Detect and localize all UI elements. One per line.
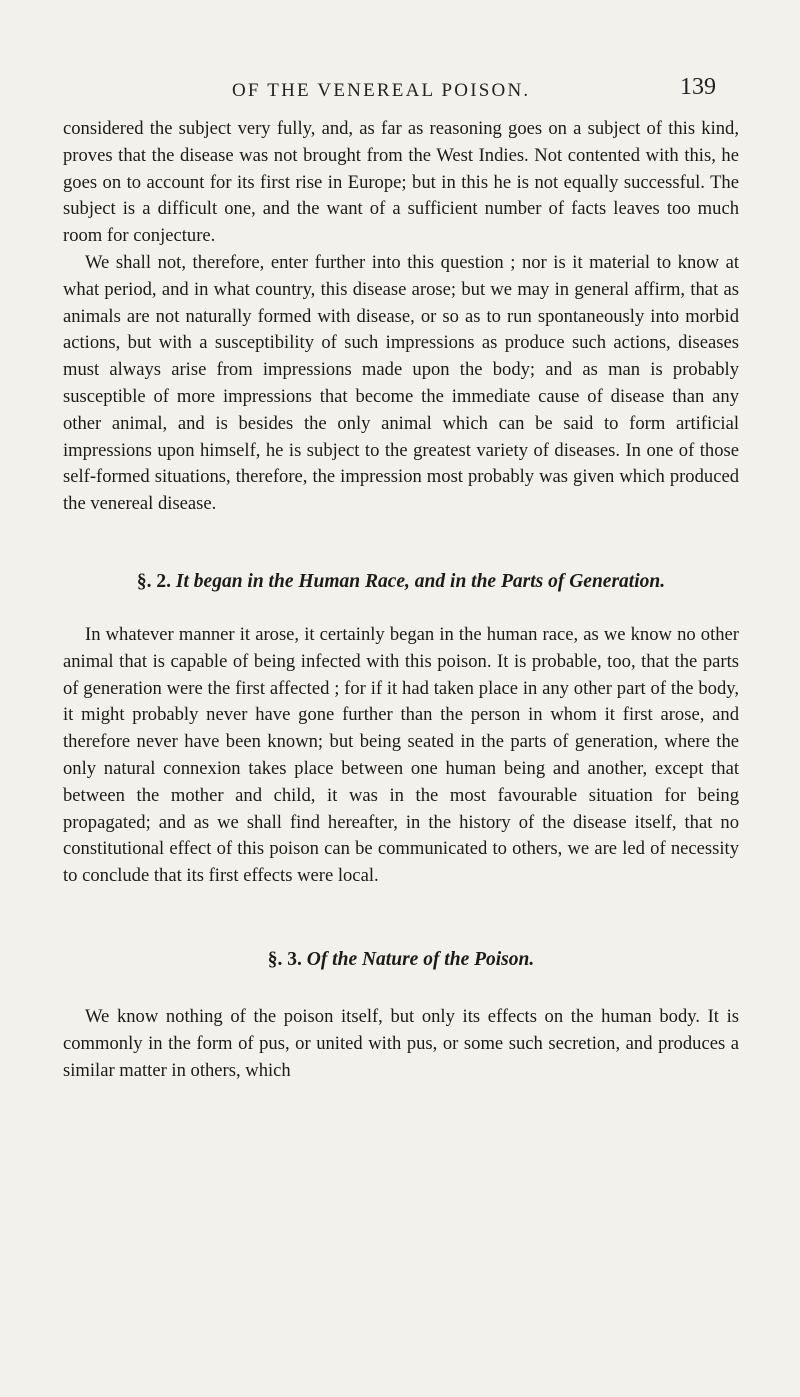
paragraph-1: considered the subject very fully, and, as far as reasoning goes on a subject of this kind, proves that the disease was not brought from the West Indies. Not contented with this, he goes on to account for its first rise in Europe; but in this he is not equally successful. The subject is a difficult one, and the want of a sufficient number of facts leaves too much room for conjecture. [63,118,739,247]
section-2-title: It began in the Human Race, and in the Parts of Generation. [175,570,666,592]
paragraph-4: We know nothing of the poison itself, but only its effects on the human body. It is commonly in the form of pus, or united with pus, or some such secretion, and produces a similar matter in others, which [63,1005,739,1081]
section-3-heading [63,946,739,974]
running-title: OF THE VENEREAL POISON. [232,80,531,101]
running-head [0,74,800,110]
paragraph-3: In whatever manner it arose, it certainly began in the human race, as we know no other animal that is capable of being infected with this poison. It is probable, too, that the parts of generation were the first affected ; for if it had taken place in any other part of the body, it might probably never have gone further than the person in whom it first arose, and therefore never have been known; but being seated in the parts of generation, where the only natural connexion takes place between one human being and another, except that between the mother and child, it was in the most favourable situation for being propagated; and as we shall find hereafter, in the history of the disease itself, that no constitutional effect of this poison can be communicated to others, we are led of necessity to conclude that its first effects were local. [63,623,739,887]
body-text [63,116,739,1084]
section-3-mark: §. 3. [267,948,302,970]
section-3-title: Of the Nature of the Poison. [306,948,535,970]
page-number: 139 [680,74,716,100]
section-2-mark: §. 2. [136,570,172,592]
paragraph-2: We shall not, therefore, enter further into this question ; nor is it material to know at what period, and in what country, this disease arose; but we may in general affirm, that as animals are not naturally formed with disease, or so as to run spontaneously into morbid actions, but with a susceptibility of such impressions as produce such actions, diseases must always arise from impressions made upon the body; and as man is probably susceptible of more impressions that become the immediate cause of disease than any other animal, and is besides the only animal which can be said to form artificial impressions upon himself, he is subject to the greatest variety of diseases. In one of those self-formed situations, therefore, the impression most probably was given which produced the venereal disease. [63,251,739,515]
section-2-heading [63,568,739,596]
